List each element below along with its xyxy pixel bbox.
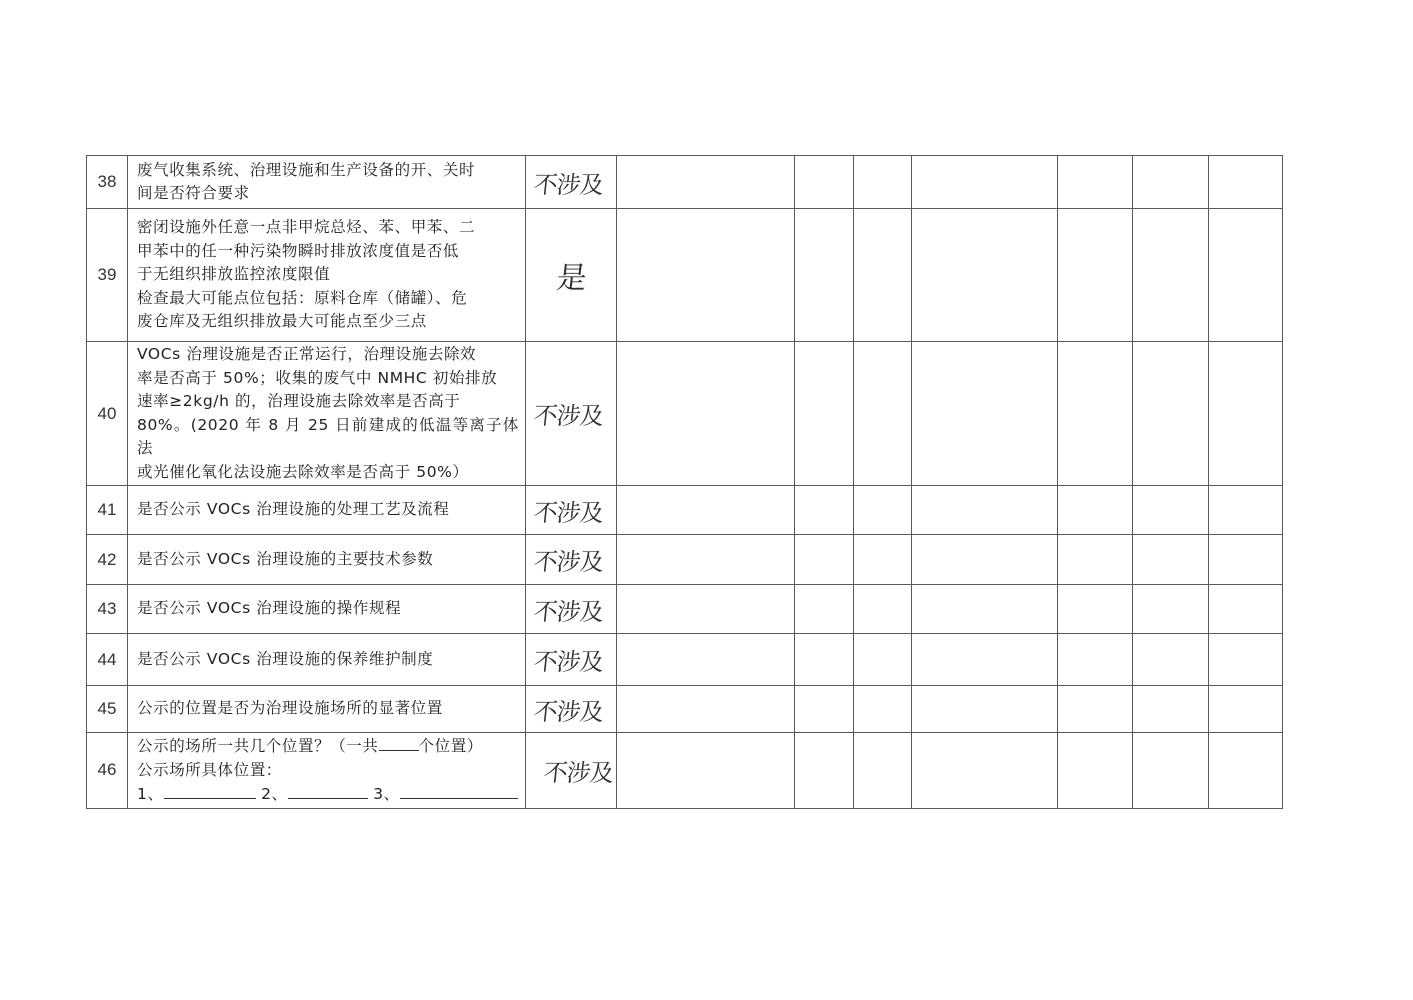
check-item	[128, 156, 526, 209]
empty-cell	[912, 209, 1058, 342]
check-item-line: 80%。(2020 年 8 月 25 日前建成的低温等离子体法	[137, 415, 519, 457]
handwritten-answer: 不涉及	[526, 686, 617, 733]
empty-cell	[795, 585, 854, 634]
empty-cell	[795, 535, 854, 585]
empty-cell	[1133, 686, 1209, 733]
check-item	[128, 209, 526, 342]
inspection-table	[86, 155, 1283, 809]
empty-cell	[1058, 156, 1133, 209]
check-item-line: 甲苯中的任一种污染物瞬时排放浓度值是否低	[137, 241, 460, 260]
location-blank-1	[164, 782, 256, 799]
check-item-line: 于无组织排放监控浓度限值	[137, 265, 331, 284]
check-item-line: 公示场所具体位置：	[137, 760, 282, 779]
empty-cell	[1209, 486, 1283, 535]
empty-cell	[1209, 342, 1283, 486]
empty-cell	[854, 733, 912, 809]
empty-cell	[1058, 342, 1133, 486]
empty-cell	[1209, 686, 1283, 733]
handwritten-answer: 不涉及	[526, 733, 617, 809]
empty-cell	[1058, 634, 1133, 686]
empty-cell	[912, 156, 1058, 209]
check-item	[128, 733, 526, 809]
empty-cell	[617, 156, 795, 209]
empty-cell	[795, 634, 854, 686]
empty-cell	[1133, 535, 1209, 585]
empty-cell	[617, 342, 795, 486]
empty-cell	[912, 342, 1058, 486]
empty-cell	[854, 342, 912, 486]
empty-cell	[1209, 209, 1283, 342]
location-blank-3	[400, 782, 518, 799]
empty-cell	[912, 585, 1058, 634]
check-item	[128, 585, 526, 634]
check-item-line: 速率≥2kg/h 的，治理设施去除效率是否高于	[137, 392, 461, 410]
empty-cell	[912, 733, 1058, 809]
empty-cell	[617, 634, 795, 686]
table-body	[87, 156, 1283, 809]
table-row	[87, 156, 1283, 209]
empty-cell	[1133, 156, 1209, 209]
row-number: 44	[87, 634, 128, 686]
row-number: 38	[87, 156, 128, 209]
row-number: 42	[87, 535, 128, 585]
check-item-line: 公示的位置是否为治理设施场所的显著位置	[137, 699, 443, 718]
count-blank	[379, 734, 419, 751]
handwritten-answer: 不涉及	[526, 535, 617, 585]
handwritten-answer: 不涉及	[526, 486, 617, 535]
empty-cell	[795, 486, 854, 535]
handwritten-answer: 是	[526, 209, 617, 342]
table-row	[87, 733, 1283, 809]
row-number: 45	[87, 686, 128, 733]
check-item-line: 废气收集系统、治理设施和生产设备的开、关时	[137, 160, 476, 179]
table-row	[87, 342, 1283, 486]
check-item-line: 或光催化氧化法设施去除效率是否高于 50%）	[137, 462, 469, 481]
empty-cell	[854, 486, 912, 535]
check-item	[128, 486, 526, 535]
handwritten-answer: 不涉及	[526, 342, 617, 486]
table-row	[87, 585, 1283, 634]
empty-cell	[854, 634, 912, 686]
check-item-text: 公示的场所一共几个位置？（一共	[137, 737, 379, 755]
empty-cell	[912, 634, 1058, 686]
empty-cell	[1209, 585, 1283, 634]
empty-cell	[617, 535, 795, 585]
row-number: 41	[87, 486, 128, 535]
handwritten-answer: 不涉及	[526, 585, 617, 634]
empty-cell	[1058, 209, 1133, 342]
check-item-line: 是否公示 VOCs 治理设施的主要技术参数	[137, 549, 434, 568]
empty-cell	[617, 486, 795, 535]
empty-cell	[912, 535, 1058, 585]
check-item	[128, 342, 526, 486]
table-row	[87, 634, 1283, 686]
empty-cell	[912, 486, 1058, 535]
check-item-line: 是否公示 VOCs 治理设施的操作规程	[137, 599, 402, 618]
table-row	[87, 535, 1283, 585]
empty-cell	[795, 733, 854, 809]
empty-cell	[617, 209, 795, 342]
handwritten-answer: 不涉及	[526, 634, 617, 686]
empty-cell	[1058, 733, 1133, 809]
handwritten-answer: 不涉及	[526, 156, 617, 209]
check-item-line: 间是否符合要求	[137, 184, 250, 202]
location-blank-2	[288, 782, 368, 799]
location-label-1: 1、	[137, 785, 164, 803]
check-item-line	[137, 782, 519, 807]
check-item-text: 个位置）	[418, 737, 483, 755]
row-number: 39	[87, 209, 128, 342]
empty-cell	[854, 686, 912, 733]
check-item-line: 率是否高于 50%；收集的废气中 NMHC 初始排放	[137, 368, 498, 387]
row-number: 43	[87, 585, 128, 634]
location-label-2: 2、	[261, 785, 288, 803]
empty-cell	[617, 585, 795, 634]
empty-cell	[795, 209, 854, 342]
empty-cell	[1133, 342, 1209, 486]
empty-cell	[1209, 733, 1283, 809]
table-row	[87, 486, 1283, 535]
empty-cell	[795, 342, 854, 486]
empty-cell	[1133, 486, 1209, 535]
empty-cell	[617, 733, 795, 809]
check-item-line: VOCs 治理设施是否正常运行，治理设施去除效	[137, 345, 477, 363]
check-item	[128, 686, 526, 733]
empty-cell	[1209, 535, 1283, 585]
empty-cell	[1133, 209, 1209, 342]
empty-cell	[1058, 585, 1133, 634]
empty-cell	[1209, 156, 1283, 209]
check-item-line	[137, 734, 519, 759]
table-row	[87, 209, 1283, 342]
check-item	[128, 535, 526, 585]
empty-cell	[854, 156, 912, 209]
check-item-line: 是否公示 VOCs 治理设施的处理工艺及流程	[137, 500, 450, 519]
row-number: 40	[87, 342, 128, 486]
check-item	[128, 634, 526, 686]
empty-cell	[1058, 686, 1133, 733]
table-row	[87, 686, 1283, 733]
checklist-sheet	[86, 155, 1282, 804]
empty-cell	[912, 686, 1058, 733]
empty-cell	[854, 209, 912, 342]
location-label-3: 3、	[373, 785, 400, 803]
empty-cell	[795, 156, 854, 209]
empty-cell	[1133, 585, 1209, 634]
empty-cell	[1133, 733, 1209, 809]
empty-cell	[1209, 634, 1283, 686]
empty-cell	[1058, 535, 1133, 585]
check-item-line: 密闭设施外任意一点非甲烷总烃、苯、甲苯、二	[137, 218, 476, 237]
check-item-line: 废仓库及无组织排放最大可能点至少三点	[137, 312, 427, 331]
empty-cell	[854, 585, 912, 634]
empty-cell	[795, 686, 854, 733]
empty-cell	[1058, 486, 1133, 535]
empty-cell	[854, 535, 912, 585]
check-item-line: 检查最大可能点位包括：原料仓库（储罐）、危	[137, 288, 468, 307]
empty-cell	[1133, 634, 1209, 686]
check-item-line: 是否公示 VOCs 治理设施的保养维护制度	[137, 649, 434, 668]
empty-cell	[617, 686, 795, 733]
row-number: 46	[87, 733, 128, 809]
